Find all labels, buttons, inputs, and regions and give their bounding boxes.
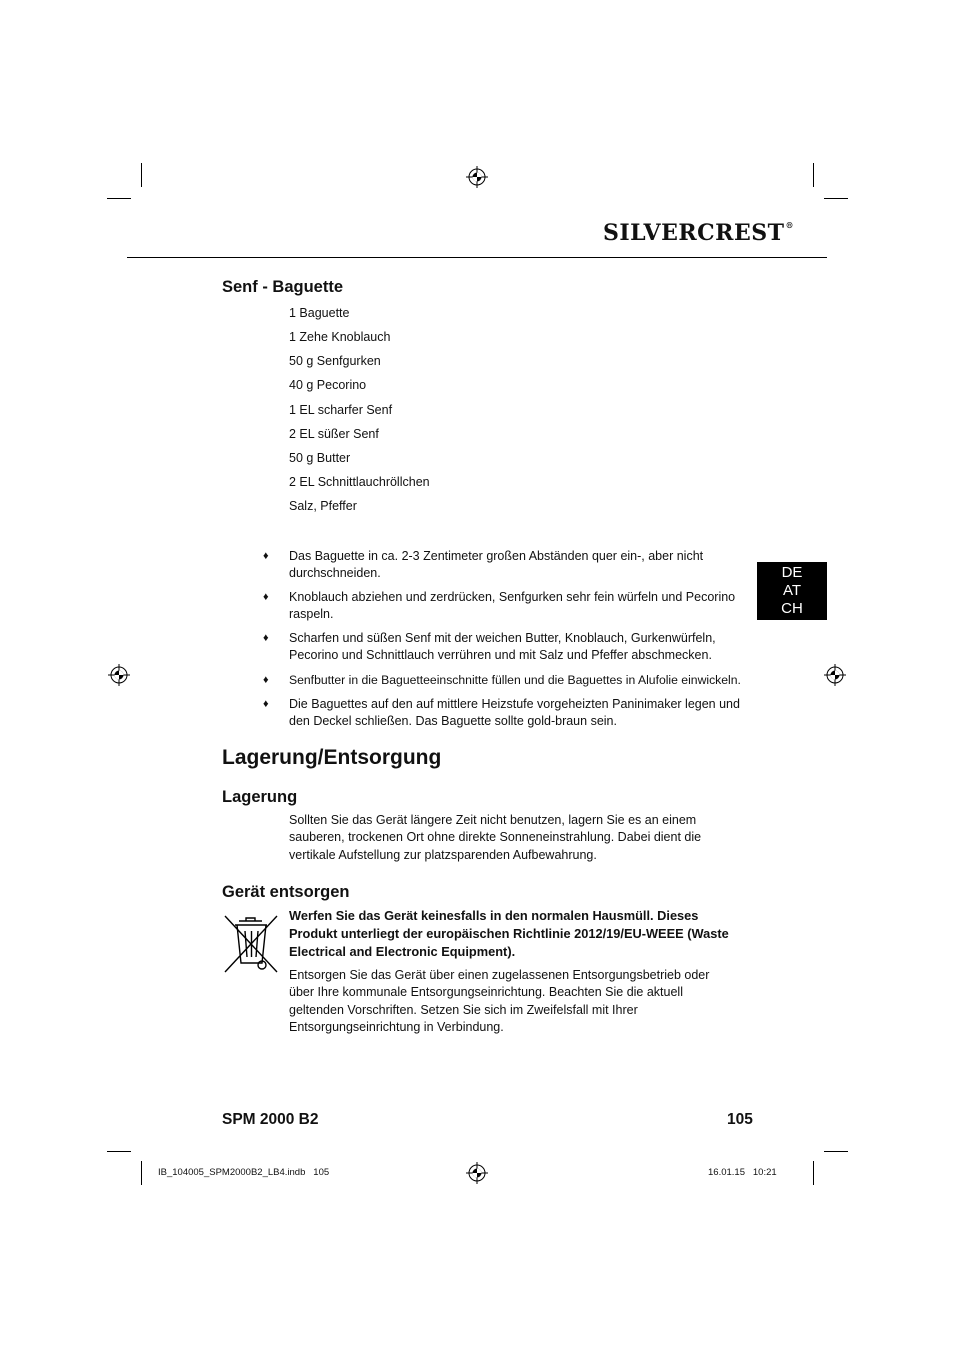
recipe-step-text: Die Baguettes auf den auf mittlere Heizstufe vorgeheizten Paninimaker legen und den Deckel schließen. Das Baguette sollte gold-braun sein. xyxy=(289,697,740,728)
ingredient-item: 1 Baguette xyxy=(289,306,350,320)
crossed-out-wheelie-bin-icon xyxy=(222,913,280,975)
diamond-bullet-icon: ♦ xyxy=(263,674,269,686)
page-number: 105 xyxy=(727,1111,753,1128)
recipe-step-text: Das Baguette in ca. 2-3 Zentimeter großen Abständen quer ein-, aber nicht durchschneiden. xyxy=(289,549,704,580)
section-title: Lagerung/Entsorgung xyxy=(222,746,442,769)
crop-mark xyxy=(141,1161,142,1185)
ingredient-item: 50 g Senfgurken xyxy=(289,354,381,368)
registration-mark-icon xyxy=(824,664,846,686)
recipe-step-text: Senfbutter in die Baguetteeinschnitte füllen und die Baguettes in Alufolie einwickeln. xyxy=(289,673,741,687)
ingredient-item: 1 EL scharfer Senf xyxy=(289,403,393,417)
crop-mark xyxy=(107,198,131,199)
crop-mark xyxy=(824,198,848,199)
ingredient-item: 2 EL Schnittlauchröllchen xyxy=(289,475,430,489)
language-code: AT xyxy=(782,582,802,599)
ingredient-item: 50 g Butter xyxy=(289,451,351,465)
diamond-bullet-icon: ♦ xyxy=(263,698,269,710)
print-file-info: IB_104005_SPM2000B2_LB4.indb 105 xyxy=(158,1167,330,1178)
recipe-title: Senf - Baguette xyxy=(222,278,344,296)
brand-logo xyxy=(603,220,794,246)
ingredient-item: 40 g Pecorino xyxy=(289,378,367,392)
registration-mark-icon xyxy=(108,664,130,686)
crop-mark xyxy=(813,1161,814,1185)
crop-mark xyxy=(107,1151,131,1152)
language-code: CH xyxy=(781,600,803,617)
ingredient-item: Salz, Pfeffer xyxy=(289,499,357,513)
diamond-bullet-icon: ♦ xyxy=(263,591,269,603)
crop-mark xyxy=(141,163,142,187)
ingredient-item: 2 EL süßer Senf xyxy=(289,427,379,441)
diamond-bullet-icon: ♦ xyxy=(263,632,269,644)
storage-text: Sollten Sie das Gerät längere Zeit nicht benutzen, lagern Sie es an einem sauberen, trockenen Ort ohne direkte Sonneneinstrahlung. Dabei dient die vertikale Aufstellung zur platzsparenden Aufbewahrung. xyxy=(289,813,702,862)
crop-mark xyxy=(824,1151,848,1152)
model-number: SPM 2000 B2 xyxy=(222,1111,319,1128)
ingredient-item: 1 Zehe Knoblauch xyxy=(289,330,391,344)
registered-mark: ® xyxy=(785,220,794,230)
registration-mark-icon xyxy=(466,166,488,188)
recipe-step-text: Scharfen und süßen Senf mit der weichen Butter, Knoblauch, Gurkenwürfeln, Pecorino und Schnittlauch verrühren und mit Salz und Pfeffer abschmecken. xyxy=(289,631,716,662)
disposal-text: Entsorgen Sie das Gerät über einen zugelassenen Entsorgungsbetrieb oder über Ihre kommunale Entsorgungseinrichtung. Beachten Sie die aktuell geltenden Vorschriften. Setzen Sie sich im Zweifelsfall mit Ihrer Entsorgungseinrichtung in Verbindung. xyxy=(289,968,710,1035)
disposal-warning: Werfen Sie das Gerät keinesfalls in den normalen Hausmüll. Dieses Produkt unterliegt der europäischen Richtlinie 2012/19/EU-WEEE (Waste Electrical and Electronic Equipment). xyxy=(289,908,729,959)
diamond-bullet-icon: ♦ xyxy=(263,550,269,562)
registration-mark-icon xyxy=(466,1162,488,1184)
print-datetime: 16.01.15 10:21 xyxy=(708,1167,777,1178)
language-tab xyxy=(757,562,827,620)
language-code: DE xyxy=(781,564,803,581)
disposal-title: Gerät entsorgen xyxy=(222,883,350,901)
brand-name: SILVERCREST xyxy=(603,220,785,246)
recipe-step-text: Knoblauch abziehen und zerdrücken, Senfgurken sehr fein würfeln und Pecorino raspeln. xyxy=(289,590,736,621)
crop-mark xyxy=(813,163,814,187)
storage-title: Lagerung xyxy=(222,788,298,806)
header-rule xyxy=(127,257,827,258)
